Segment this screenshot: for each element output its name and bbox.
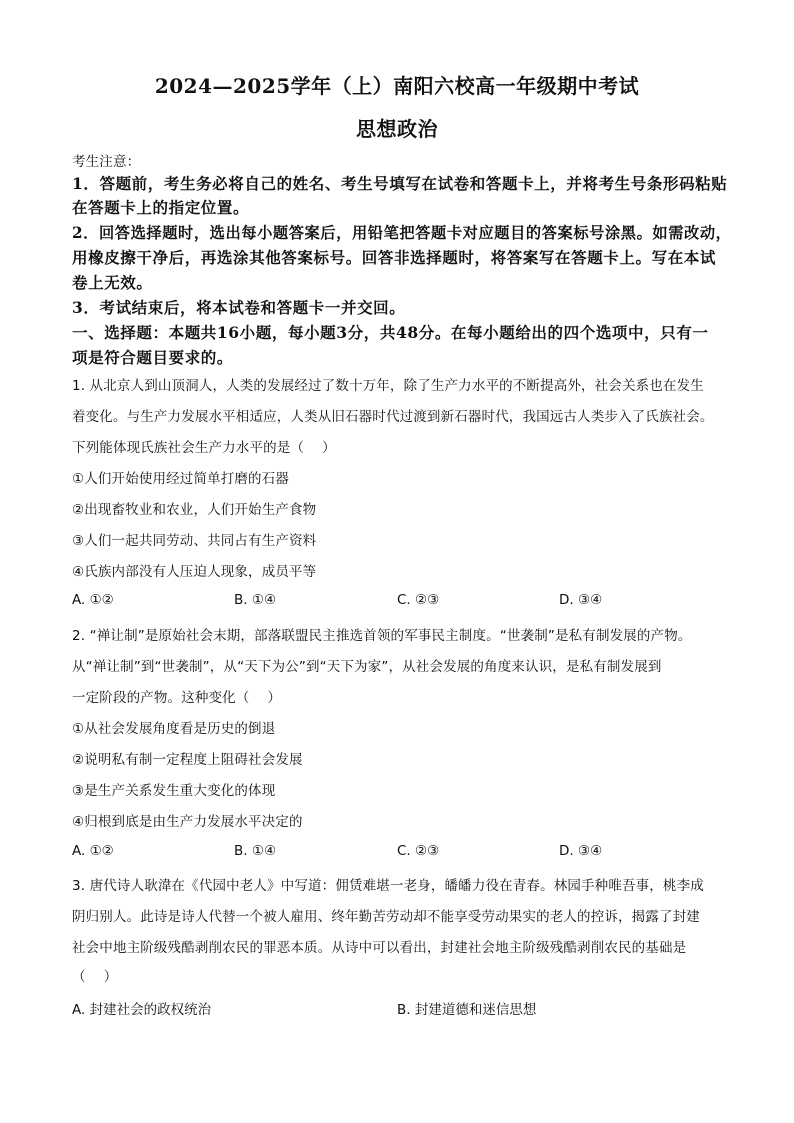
question-2-item: ④归根到底是由生产力发展水平决定的: [72, 814, 303, 830]
option-a: A. ①②: [72, 843, 114, 859]
question-3-stem: 社会中地主阶级残酷剥削农民的罪恶本质。从诗中可以看出，封建社会地主阶级残酷剥削农民的基础是: [72, 940, 687, 956]
notice-line: 卷上无效。: [72, 273, 153, 292]
question-1-options: [72, 592, 732, 612]
question-1-stem: 下列能体现氏族社会生产力水平的是（ ）: [72, 440, 336, 456]
notice-line: 1．答题前，考生务必将自己的姓名、考生号填写在试卷和答题卡上，并将考生号条形码粘贴: [72, 174, 728, 193]
question-3-stem: 3. 唐代诗人耿湋在《代园中老人》中写道：佣赁难堪一老身，皤皤力役在青春。林园手种唯吾事，桃李成: [72, 878, 704, 894]
option-c: C. ②③: [397, 843, 440, 859]
question-2-item: ①从社会发展角度看是历史的倒退: [72, 721, 276, 737]
question-1-item: ②出现畜牧业和农业，人们开始生产食物: [72, 502, 317, 518]
question-3-stem: 阴归别人。此诗是诗人代替一个被人雇用、终年勤苦劳动却不能享受劳动果实的老人的控诉，揭露了封建: [72, 909, 700, 925]
section-heading: 项是符合题目要求的。: [72, 348, 234, 367]
question-3-stem: （ ）: [72, 969, 118, 985]
question-1-stem: 1. 从北京人到山顶洞人，人类的发展经过了数十万年，除了生产力水平的不断提高外，社会关系也在发生: [72, 378, 704, 394]
section-heading: 一、选择题：本题共16小题，每小题3分，共48分。在每小题给出的四个选项中，只有一: [72, 323, 709, 342]
exam-title: 2024—2025学年（上）南阳六校高一年级期中考试: [154, 74, 640, 98]
option-c: C. ②③: [397, 592, 440, 608]
notice-line: 在答题卡上的指定位置。: [72, 198, 250, 217]
option-a: A. 封建社会的政权统治: [72, 1002, 212, 1018]
notice-line: 3．考试结束后，将本试卷和答题卡一并交回。: [72, 298, 406, 317]
option-d: D. ③④: [559, 843, 603, 859]
question-2-item: ③是生产关系发生重大变化的体现: [72, 783, 276, 799]
notice-heading: 考生注意：: [72, 154, 141, 170]
option-b: B. ①④: [234, 843, 277, 859]
question-2-stem: 从“禅让制”到“世袭制”，从“天下为公”到“天下为家”，从社会发展的角度来认识，是私有制发展到: [72, 659, 662, 675]
option-a: A. ①②: [72, 592, 114, 608]
subject-title: 思想政治: [356, 117, 438, 141]
notice-line: 用橡皮擦干净后，再选涂其他答案标号。回答非选择题时，将答案写在答题卡上。写在本试: [72, 248, 717, 267]
question-1-item: ①人们开始使用经过简单打磨的石器: [72, 471, 290, 487]
question-2-stem: 一定阶段的产物。这种变化（ ）: [72, 690, 282, 706]
option-b: B. 封建道德和迷信思想: [397, 1002, 537, 1018]
notice-line: 2．回答选择题时，选出每小题答案后，用铅笔把答题卡对应题目的答案标号涂黑。如需改动，: [72, 223, 732, 242]
question-2-options: [72, 843, 732, 863]
option-b: B. ①④: [234, 592, 277, 608]
question-1-item: ④氏族内部没有人压迫人现象，成员平等: [72, 564, 317, 580]
question-3-options: [72, 998, 732, 1018]
question-1-stem: 着变化。与生产力发展水平相适应，人类从旧石器时代过渡到新石器时代，我国远古人类步入了氏族社会。: [72, 409, 714, 425]
question-2-item: ②说明私有制一定程度上阻碍社会发展: [72, 752, 303, 768]
question-2-stem: 2. “禅让制”是原始社会末期，部落联盟民主推选首领的军事民主制度。“世袭制”是私有制发展的产物。: [72, 628, 692, 644]
question-1-item: ③人们一起共同劳动、共同占有生产资料: [72, 533, 317, 549]
option-d: D. ③④: [559, 592, 603, 608]
